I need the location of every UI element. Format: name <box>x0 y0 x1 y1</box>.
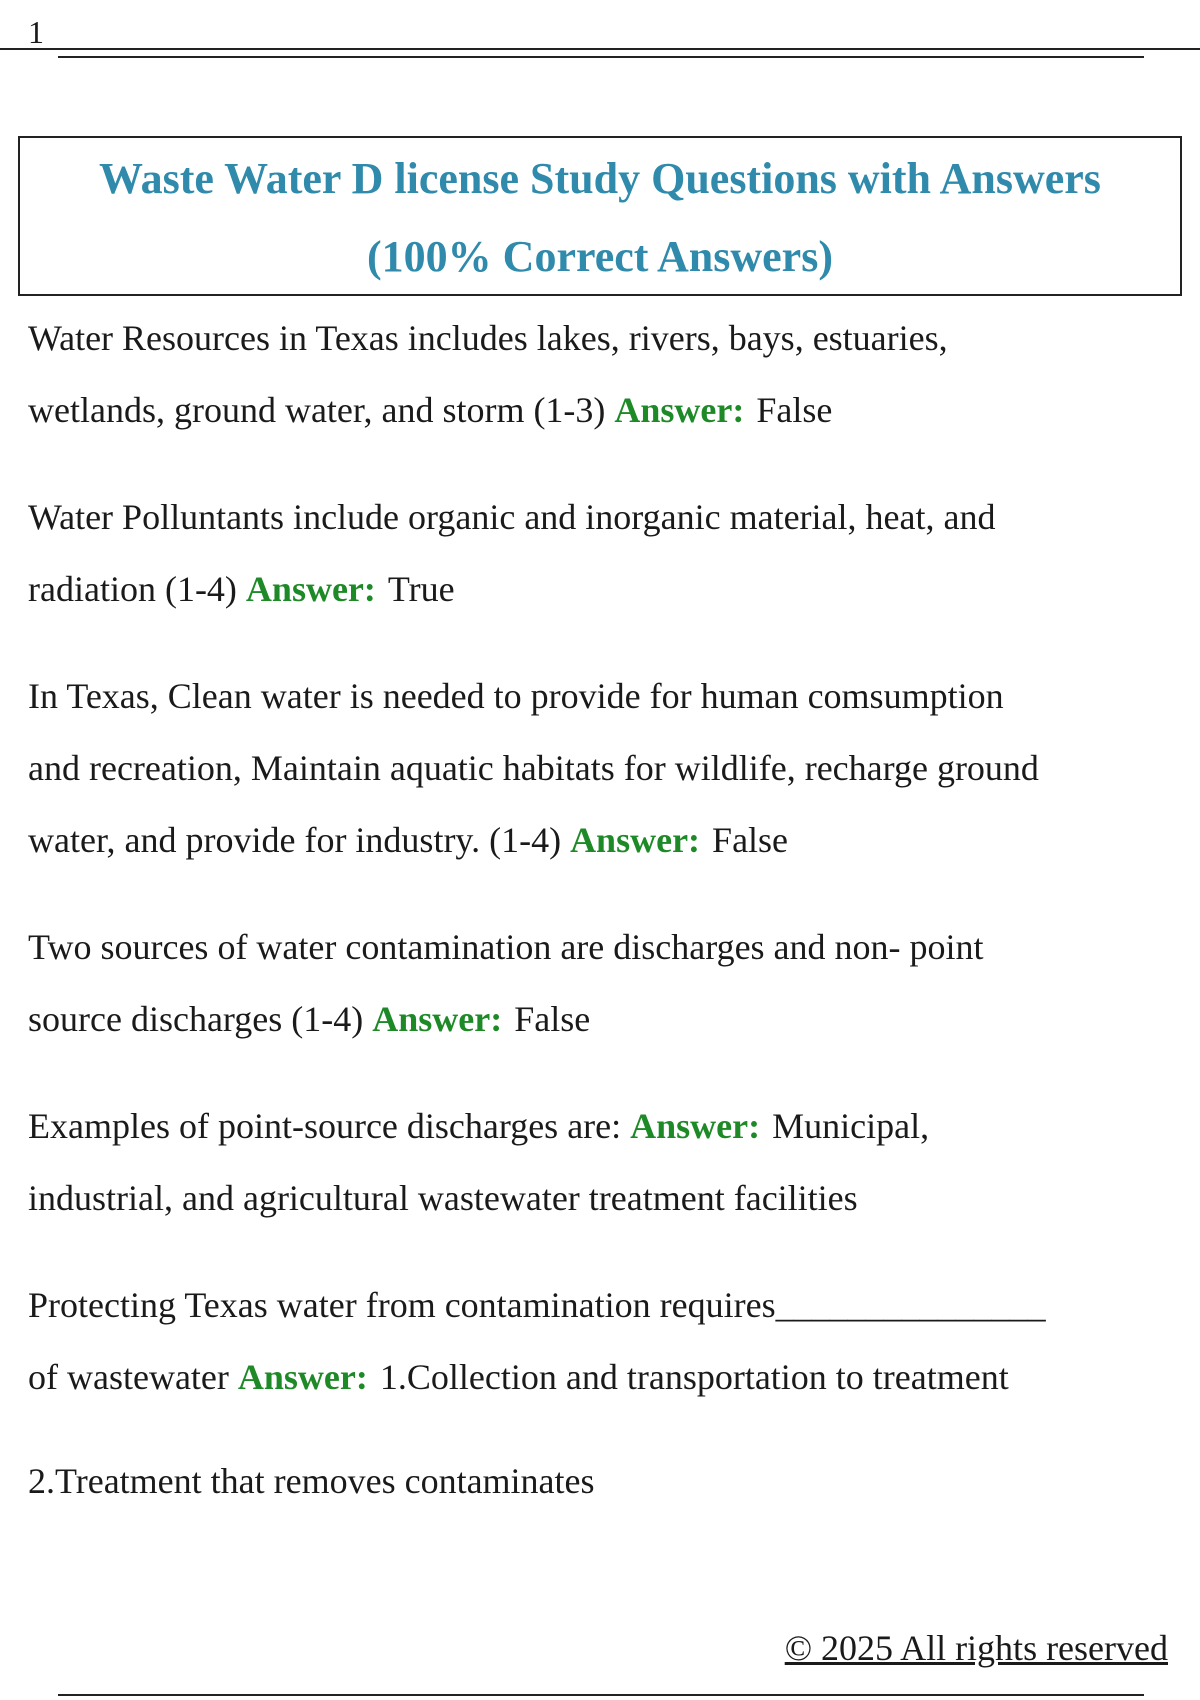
answer-label: Answer: <box>570 820 701 860</box>
answer-label: Answer: <box>237 1357 368 1397</box>
answer-label: Answer: <box>614 390 745 430</box>
answer-label: Answer: <box>630 1106 761 1146</box>
document-subtitle: (100% Correct Answers) <box>367 232 833 281</box>
question-item-1 <box>28 302 1178 446</box>
question-text: Protecting Texas water from contamination requires_______________ <box>28 1285 1046 1325</box>
answer-text: industrial, and agricultural wastewater treatment facilities <box>28 1178 858 1218</box>
question-text: source discharges (1-4) <box>28 999 373 1039</box>
question-text: and recreation, Maintain aquatic habitats for wildlife, recharge ground <box>28 748 1039 788</box>
question-text: Water Polluntants include organic and inorganic material, heat, and <box>28 497 996 537</box>
answer-label: Answer: <box>372 999 503 1039</box>
question-text: water, and provide for industry. (1-4) <box>28 820 571 860</box>
document-title: Waste Water D license Study Questions with Answers <box>99 154 1101 203</box>
answer-text: Municipal, <box>772 1106 930 1146</box>
copyright-footer: © 2025 All rights reserved <box>784 1628 1168 1668</box>
answer-text: True <box>387 569 455 609</box>
question-item-5 <box>28 1090 1178 1234</box>
question-text: of wastewater <box>28 1357 238 1397</box>
question-item-4 <box>28 911 1178 1055</box>
header-rule-secondary <box>58 56 1144 58</box>
page-number: 1 <box>28 14 44 50</box>
answer-text: False <box>712 820 789 860</box>
answer-text: False <box>514 999 591 1039</box>
title-box <box>18 136 1182 296</box>
answer-text: 2.Treatment that removes contaminates <box>28 1461 595 1501</box>
question-item-3 <box>28 660 1178 876</box>
question-text: Two sources of water contamination are discharges and non- point <box>28 927 984 967</box>
question-item-2 <box>28 481 1178 625</box>
questions-list <box>28 302 1178 1552</box>
header-rule <box>0 48 1200 50</box>
question-item-6 <box>28 1269 1178 1517</box>
answer-text: False <box>756 390 833 430</box>
answer-label: Answer: <box>245 569 376 609</box>
answer-text: 1.Collection and transportation to treatment <box>379 1357 1009 1397</box>
question-text: Water Resources in Texas includes lakes, rivers, bays, estuaries, <box>28 318 948 358</box>
footer-rule <box>58 1694 1144 1696</box>
question-text: radiation (1-4) <box>28 569 246 609</box>
question-text: In Texas, Clean water is needed to provide for human comsumption <box>28 676 1004 716</box>
question-text: wetlands, ground water, and storm (1-3) <box>28 390 615 430</box>
question-text: Examples of point-source discharges are: <box>28 1106 631 1146</box>
